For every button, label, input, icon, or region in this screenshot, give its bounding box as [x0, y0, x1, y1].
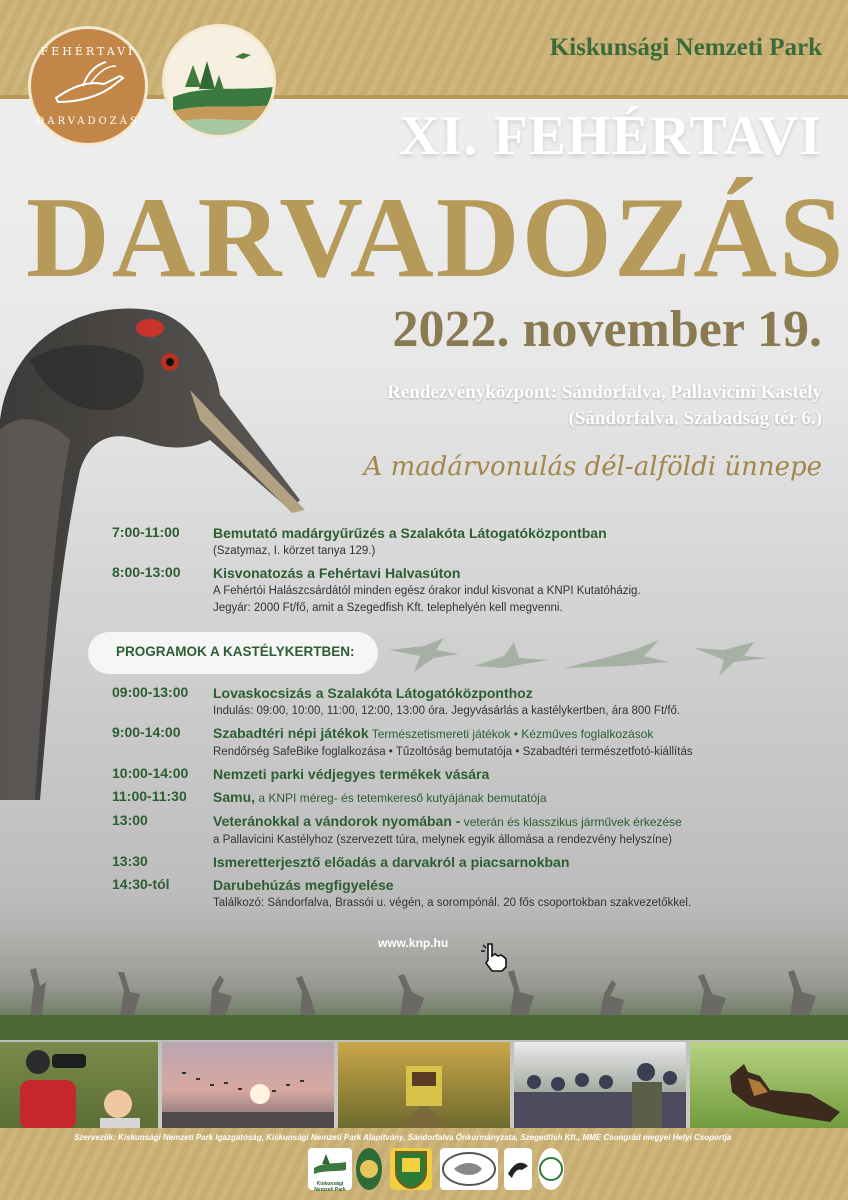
schedule-title-bold: Veteránokkal a vándorok nyomában -	[213, 813, 461, 829]
park-landscape-icon	[165, 27, 276, 138]
schedule-detail: Rendőrség SafeBike foglalkozása • Tűzoltóság bemutatója • Szabadtéri természetfotó-kiállítás	[213, 746, 693, 758]
schedule-time: 9:00-14:00	[112, 724, 181, 740]
programs-heading: PROGRAMOK A KASTÉLYKERTBEN:	[116, 644, 355, 659]
venue-line-2: (Sándorfalva, Szabadság tér 6.)	[568, 408, 822, 429]
schedule-title-rest: a KNPI méreg- és tetemkereső kutyájának bemutatója	[255, 791, 547, 805]
schedule-time: 8:00-13:00	[112, 564, 181, 580]
schedule-row	[112, 724, 832, 761]
national-park-logo	[162, 24, 276, 138]
schedule-detail: Indulás: 09:00, 10:00, 11:00, 12:00, 13:00 óra. Jegyvásárlás a kastélykertben, ára 800 Ft/fő.	[213, 705, 681, 717]
photo-strip	[0, 1042, 848, 1130]
schedule-title	[213, 788, 832, 808]
schedule-title-bold: Lovaskocsizás a Szalakóta Látogatóközponthoz	[213, 685, 533, 701]
schedule-title: Bemutató madárgyűrűzés a Szalakóta Látogatóközpontban	[213, 525, 607, 541]
photo-sunset-flock	[162, 1042, 334, 1130]
schedule-title	[213, 853, 832, 872]
schedule-title	[213, 765, 832, 784]
photo-birdwatchers	[0, 1042, 158, 1130]
schedule-title	[213, 724, 832, 744]
schedule-title-bold: Nemzeti parki védjegyes termékek vására	[213, 766, 490, 782]
schedule-time: 10:00-14:00	[112, 765, 189, 781]
schedule-detail: A Fehértói Halászcsárdától minden egész órakor indul kisvonat a KNPI Kutatóházig.	[213, 585, 641, 597]
schedule-time: 13:00	[112, 812, 148, 828]
schedule-detail: (Szatymaz, I. körzet tanya 129.)	[213, 545, 376, 557]
tagline: A madárvonulás dél-alföldi ünnepe	[363, 452, 822, 482]
schedule-time: 13:30	[112, 853, 148, 869]
schedule-title-bold: Szabadtéri népi játékok	[213, 725, 369, 741]
schedule-title	[213, 876, 832, 895]
photo-fish-railway	[338, 1042, 510, 1130]
schedule-title-rest: veterán és klasszikus járművek érkezése	[460, 815, 682, 829]
schedule-title-bold: Samu,	[213, 789, 256, 805]
schedule-time: 09:00-13:00	[112, 684, 189, 700]
badge-top-text: FEHÉRTAVI	[40, 45, 136, 58]
schedule-title-bold: Ismeretterjesztő előadás a darvakról a piacsarnokban	[213, 854, 570, 870]
schedule-row	[112, 812, 832, 849]
schedule-row	[112, 524, 832, 560]
park-emblem-icon	[308, 1148, 352, 1176]
garden-schedule	[112, 684, 832, 916]
schedule-title-bold: Darubehúzás megfigyelése	[213, 877, 394, 893]
schedule-row	[112, 765, 832, 784]
main-title: DARVADOZÁS	[26, 174, 846, 302]
fehertavi-darvadozas-badge	[28, 26, 148, 146]
schedule-time: 11:00-11:30	[112, 788, 187, 804]
park-name: Kiskunsági Nemzeti Park	[549, 34, 822, 61]
programs-heading-pill	[88, 632, 378, 674]
schedule-detail: Jegyár: 2000 Ft/fő, amit a Szegedfish Kft. telephelyén kell megvenni.	[213, 602, 563, 614]
edition-title: XI. FEHÉRTAVI	[399, 105, 822, 167]
foundation-seal-logo	[356, 1148, 382, 1190]
photo-dog	[690, 1042, 848, 1130]
mme-logo	[504, 1148, 532, 1190]
schedule-detail: a Pallavicini Kastélyhoz (szervezett túra, melynek egyik állomása a rendezvény helyszíne)	[213, 834, 672, 846]
organizers-text: Szervezők: Kiskunsági Nemzeti Park Igazgatóság, Kiskunsági Nemzeti Park Alapítvány, Sándorfalva Önkormányzata, Szegedfish Kft., MME Csongrád megyei Helyi Csoportja	[74, 1133, 732, 1142]
footer-logo-caption: Kiskunsági Nemzeti Park	[314, 1181, 346, 1193]
website-link[interactable]: www.knp.hu	[378, 936, 449, 950]
event-date: 2022. november 19.	[392, 301, 822, 358]
schedule-title-rest: Természetismereti játékok • Kézműves foglalkozások	[368, 727, 654, 741]
crane-logo-icon	[28, 26, 148, 146]
schedule-time: 7:00-11:00	[112, 524, 180, 540]
venue-line-1: Rendezvényközpont: Sándorfalva, Pallavicini Kastély	[387, 382, 822, 403]
szegedfish-logo	[440, 1148, 498, 1190]
schedule-row	[112, 788, 832, 808]
schedule-title	[213, 812, 832, 832]
flying-cranes-silhouettes	[384, 628, 824, 678]
photo-crowd	[514, 1042, 686, 1130]
pointer-hand-icon	[480, 940, 514, 974]
schedule-row	[112, 684, 832, 720]
schedule-row	[112, 564, 832, 617]
schedule-title: Kisvonatozás a Fehértavi Halvasúton	[213, 565, 461, 581]
schedule-title	[213, 684, 832, 703]
knp-footer-logo	[308, 1148, 352, 1193]
schedule-time: 14:30-tól	[112, 876, 170, 892]
schedule	[112, 524, 832, 621]
sandorfalva-coat-of-arms	[390, 1148, 432, 1190]
schedule-row	[112, 853, 832, 872]
badge-bottom-text: DARVADOZÁS	[36, 116, 140, 127]
schedule-row	[112, 876, 832, 912]
schedule-detail: Találkozó: Sándorfalva, Brassói u. végén, a sorompónál. 20 fős csoportokban szakvezetőkkel.	[213, 897, 692, 909]
partner-green-logo	[538, 1148, 564, 1190]
